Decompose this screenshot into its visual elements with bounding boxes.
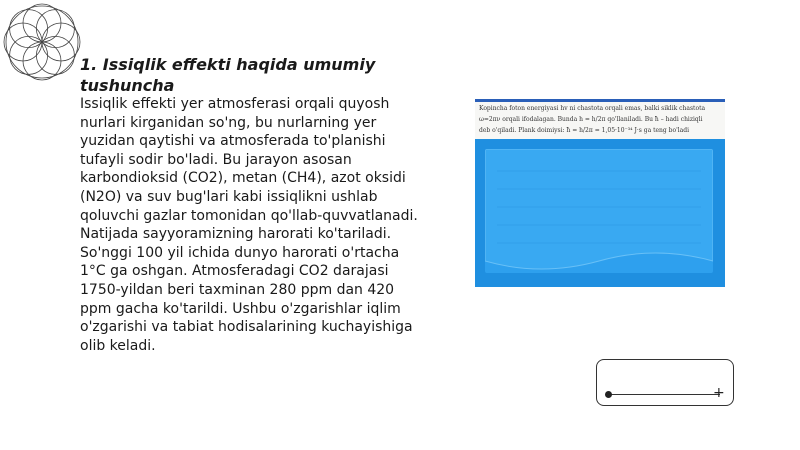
formula-line: deb o'qiladi. Plank doimiysi: ħ = h/2π = 1,05·10⁻³⁴ J·s ga teng bo'ladi: [479, 127, 690, 134]
formula-strip: [475, 99, 725, 142]
progress-track[interactable]: [610, 394, 720, 395]
blue-document-area: [475, 139, 725, 287]
formula-line: Kopincha foton energiyasi hv ni chastota orqali emas, balki siklik chastota: [479, 105, 706, 112]
document-shape: [485, 149, 713, 273]
formula-line: ω=2πν orqali ifodalagan. Bunda h = h/2π qo'llaniladi. Bu ħ – hadi chiziqli: [479, 116, 703, 123]
decorative-rosette-logo: [3, 3, 81, 81]
plus-icon[interactable]: +: [713, 385, 725, 401]
media-control-box[interactable]: [596, 359, 734, 406]
slide-title: 1. Issiqlik effekti haqida umumiy tushuncha: [80, 55, 376, 95]
progress-handle[interactable]: [605, 391, 612, 398]
embedded-image: [475, 99, 725, 287]
slide-body-text: Issiqlik effekti yer atmosferasi orqali quyosh nurlari kirganidan so'ng, bu nurlarning yer yuzidan qaytishi va atmosferada to'planishi tufayli sodir bo'ladi. Bu jarayon asosan karbondioksid (CO2), metan (CH4), azot oksidi (N2O) va suv bug'lari kabi issiqlikni ushlab qoluvchi gazlar tomonidan qo'llab-quvvatlanadi. Natijada sayyoramizning harorati ko'tariladi. So'nggi 100 yil ichida dunyo harorati o'rtacha 1°C ga oshgan. Atmosferadagi CO2 darajasi 1750-yildan beri taxminan 280 ppm dan 420 ppm gacha ko'tarildi. Ushbu o'zgarishlar iqlim o'zgarishi va tabiat hodisalarining kuchayishiga olib keladi.: [80, 96, 418, 354]
